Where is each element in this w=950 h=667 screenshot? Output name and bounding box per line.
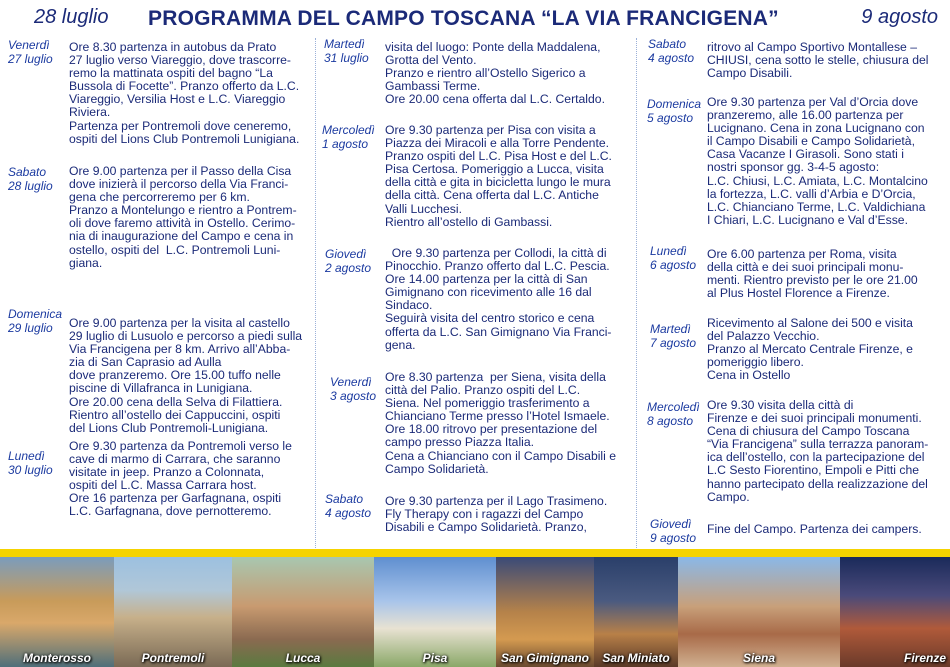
photo-caption: Firenze [903,651,946,665]
column-divider [636,38,638,548]
photo-caption: San Gimignano [500,651,589,665]
yellow-band [0,549,950,557]
day-program: Ore 8.30 partenza per Siena, visita della città del Palio. Pranzo ospiti del L.C. Siena. Nel pomeriggio trasferimento a Chianciano Terme presso l’Hotel Ismaele. Ore 18.00 ritrovo per presentazione del campo presso Piazza Italia. Cena a Chianciano con il Campo Disabili e Campo Solidarietà. [385,370,617,476]
day-label: Lunedì 6 agosto [650,244,697,272]
photo-monterosso [0,557,114,667]
photo-siena [678,557,840,667]
day-program: Ore 9.30 partenza per Val d’Orcia dove pranzeremo, alle 16.00 partenza per Lucignano. Cena in zona Lucignano con il Campo Disabili e Campo Solidarietà, Casa Vacanze I Girasoli. Sono stati i nostri sponsor gg. 3-4-5 agosto: L.C. Chiusi, L.C. Amiata, L.C. Montalcino la fortezza, L.C. valli d’Arbia e D’Orcia, L.C. Chianciano Terme, L.C. Valdichiana I Chiari, L.C. Lucignano e Val d’Esse. [707,95,928,227]
end-date: 9 agosto [861,6,938,28]
day-program: Ore 9.30 partenza per Pisa con visita a Piazza dei Miracoli e alla Torre Pendente. Pranzo ospiti del L.C. Pisa Host e del L.C. Pisa Certosa. Pomeriggio a Lucca, visita della città e gita in bicicletta lungo le mura della città. Cena offerta dal L.C. Antiche Valli Lucchesi. Rientro all’ostello di Gambassi. [385,123,612,229]
photo-caption: Siena [742,651,775,665]
page-title: PROGRAMMA DEL CAMPO TOSCANA “LA VIA FRANCIGENA” [148,7,779,30]
day-label: Martedì 31 luglio [324,37,369,65]
day-label: Domenica 5 agosto [647,97,702,125]
photo-firenze [840,557,950,667]
day-program: Ricevimento al Salone dei 500 e visita del Palazzo Vecchio. Pranzo al Mercato Centrale Firenze, e pomeriggio libero. Cena in Ostello [707,316,913,383]
photo-caption: Pisa [422,651,448,665]
day-program: visita del luogo: Ponte della Maddalena, Grotta del Vento. Pranzo e rientro all’Ostello Sigerico a Gambassi Terme. Ore 20.00 cena offerta dal L.C. Certaldo. [385,40,605,107]
day-label: Venerdì 27 luglio [8,38,53,66]
photo-pisa [374,557,496,667]
photo-caption: San Miniato [602,651,670,665]
photo-lucca [232,557,374,667]
day-label: Sabato 28 luglio [8,165,53,193]
day-label: Giovedì 2 agosto [325,247,372,275]
start-date: 28 luglio [34,6,109,28]
photo-san-gimignano [496,557,594,667]
day-label: Sabato 4 agosto [325,492,372,520]
day-program: Ore 9.30 partenza per il Lago Trasimeno. Fly Therapy con i ragazzi del Campo Disabili e Campo Solidarietà. Pranzo, [385,494,608,535]
day-label: Lunedì 30 luglio [8,449,53,477]
photo-caption: Lucca [285,651,321,665]
day-label: Martedì 7 agosto [650,322,697,350]
day-program: Ore 9.00 partenza per la visita al castello 29 luglio di Lusuolo e percorso a piedi sulla Via Francigena per 8 km. Arrivo all’Abba- zia di San Caprasio ad Aulla dove pranzeremo. Ore 15.00 tuffo nelle piscine di Villafranca in Lunigiana. Ore 20.00 cena della Selva di Filattiera. Rientro all’ostello dei Cappuccini, ospiti del Lions Club Pontremoli-Lunigiana. [69,316,303,435]
photo-pontremoli [114,557,232,667]
photo-caption: Pontremoli [141,651,205,665]
day-label: Domenica 29 luglio [8,307,63,335]
day-label: Mercoledì 8 agosto [647,400,700,428]
day-program: Ore 9.00 partenza per il Passo della Cisa dove inizierà il percorso della Via Franci- gena che percorreremo per 6 km. Pranzo a Montelungo e rientro a Pontrem- oli dove faremo attività in Ostello. Cerimo- nia di inaugurazione del Campo e cena in ostello, ospiti del L.C. Pontremoli Luni- giana. [69,164,297,270]
day-label: Giovedì 9 agosto [650,517,697,545]
photo-san-miniato [594,557,678,667]
day-label: Sabato 4 agosto [648,37,695,65]
day-program: Ore 9.30 partenza da Pontremoli verso le cave di marmo di Carrara, che saranno visitate in jeep. Pranzo a Colonnata, ospiti del L.C. Massa Carrara host. Ore 16 partenza per Garfagnana, ospiti L.C. Garfagnana, dove pernotteremo. [69,439,292,519]
day-label: Venerdì 3 agosto [330,375,377,403]
day-program: Ore 8.30 partenza in autobus da Prato 27 luglio verso Viareggio, dove trascorre- remo la mattinata ospiti del bagno “La Bussola di Focette”. Pranzo offerto da L.C. Viareggio, Versilia Host e L.C. Viareggio Riviera. Partenza per Pontremoli dove ceneremo, ospiti del Lions Club Pontremoli Lunigiana. [69,40,300,146]
photo-strip [0,557,950,667]
header [0,0,950,36]
photo-caption: Monterosso [22,651,91,665]
day-label: Mercoledì 1 agosto [322,123,375,151]
day-program: Ore 9.30 partenza per Collodi, la città di Pinocchio. Pranzo offerto dal L.C. Pescia. Ore 14.00 partenza per la città di San Gimignano con ricevimento alle 16 dal Sindaco. Seguirà visita del centro storico e cena offerta da L.C. San Gimignano Via Franci- gena. [385,246,612,352]
column-divider [315,38,317,548]
day-program: Ore 6.00 partenza per Roma, visita della città e dei suoi principali monu- menti. Rientro previsto per le ore 21.00 al Plus Hostel Florence a Firenze. [707,247,918,301]
day-program: ritrovo al Campo Sportivo Montallese – CHIUSI, cena sotto le stelle, chiusura del Campo Disabili. [707,40,929,81]
day-program: Fine del Campo. Partenza dei campers. [707,522,922,536]
day-program: Ore 9.30 visita della città di Firenze e dei suoi principali monumenti. Cena di chiusura del Campo Toscana “Via Francigena” sulla terrazza panoram- ica dell’ostello, con la partecipazione del L.C Sesto Fiorentino, Empoli e Pitti che hanno partecipato della realizzazione del Campo. [707,398,929,504]
